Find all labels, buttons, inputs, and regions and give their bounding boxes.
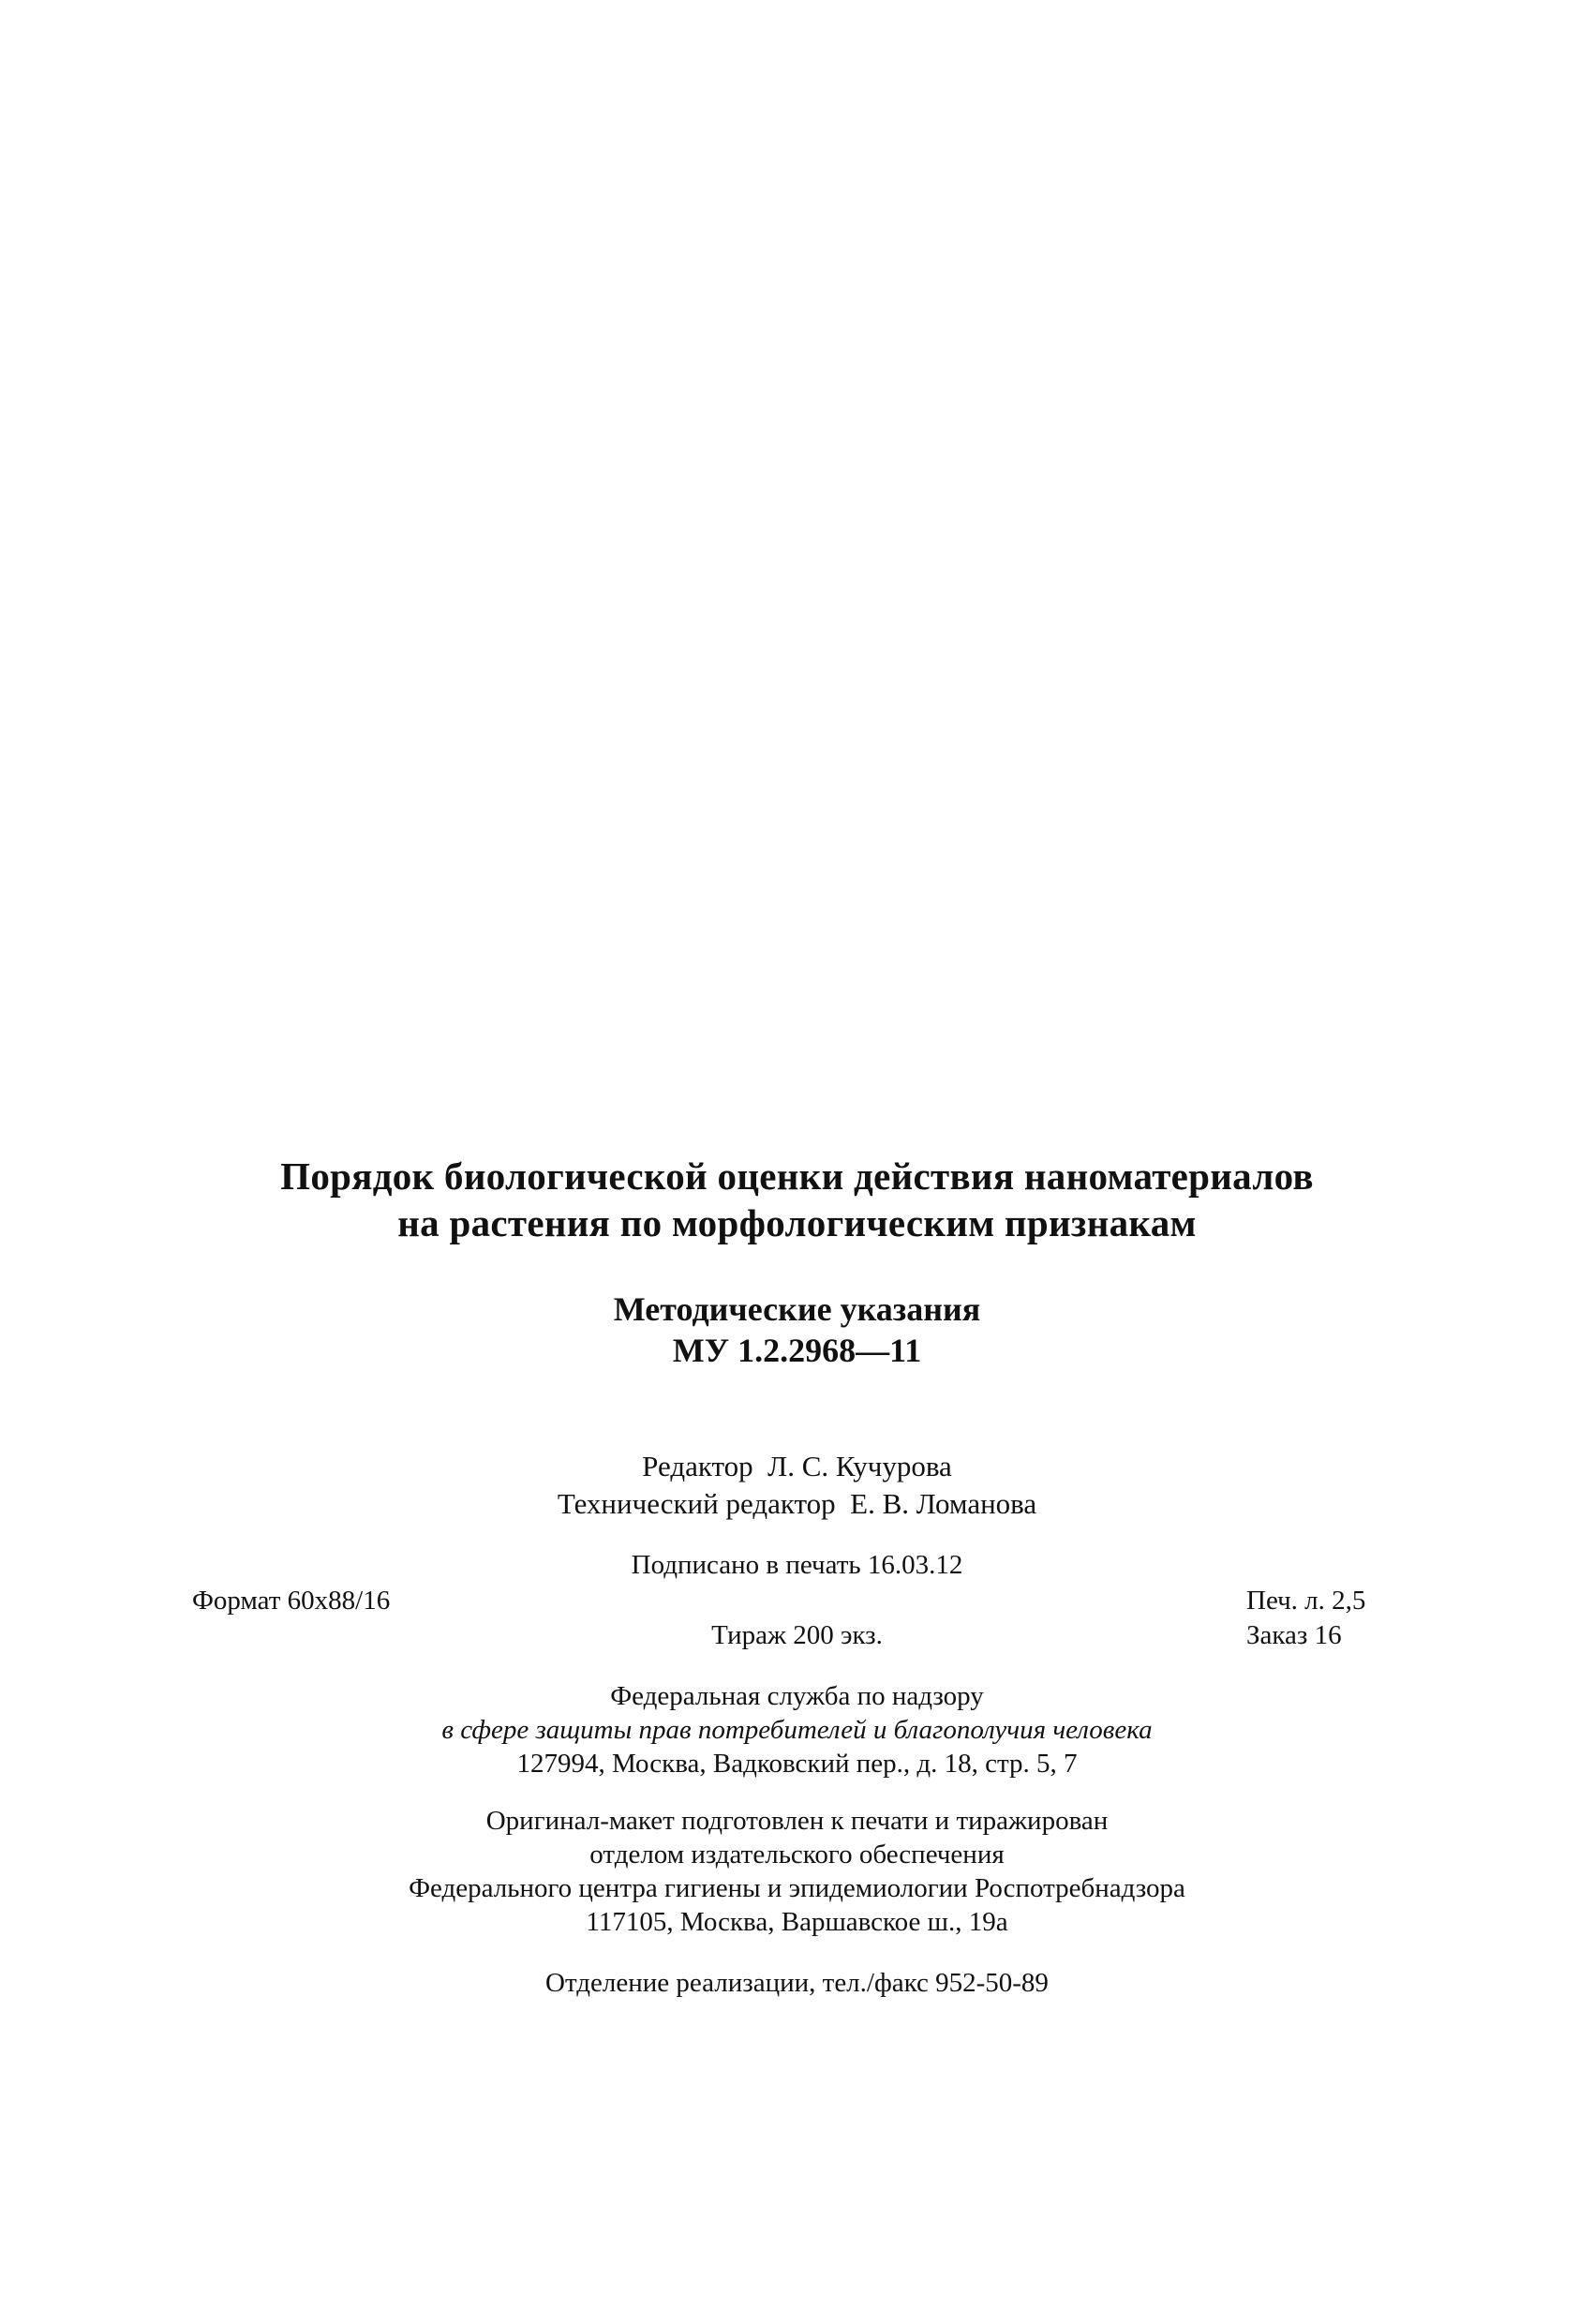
publisher-address: 117105, Москва, Варшавское ш., 19а — [586, 1907, 1008, 1937]
circulation: Тираж 200 экз. — [711, 1620, 883, 1650]
publisher-block — [0, 1804, 1594, 1939]
editors-block — [0, 1448, 1594, 1523]
title-line-2: на растения по морфологическим признакам — [397, 1201, 1197, 1244]
publisher-line-3: Федерального центра гигиены и эпидемиологии Роспотребнадзора — [409, 1873, 1185, 1903]
agency-block — [0, 1679, 1594, 1780]
subtitle-line-1: Методические указания — [613, 1290, 981, 1328]
sales-contact: Отделение реализации, тел./факс 952-50-89 — [545, 1968, 1049, 1998]
publisher-line-2: отделом издательского обеспечения — [589, 1840, 1005, 1870]
paper-format: Формат 60x88/16 — [192, 1586, 391, 1616]
document-code: МУ 1.2.2968—11 — [672, 1332, 922, 1369]
title-line-1: Порядок биологической оценки действия наноматериалов — [280, 1155, 1314, 1198]
publisher-line-1: Оригинал-макет подготовлен к печати и тиражирован — [485, 1806, 1109, 1836]
signed-for-print: Подписано в печать 16.03.12 — [631, 1550, 963, 1580]
agency-address: 127994, Москва, Вадковский пер., д. 18, стр. 5, 7 — [516, 1749, 1078, 1779]
document-subtitle — [0, 1289, 1594, 1371]
editor-name: Редактор Л. С. Кучурова — [642, 1450, 952, 1482]
order-number: Заказ 16 — [1246, 1620, 1342, 1650]
agency-line-1: Федеральная служба по надзору — [610, 1681, 984, 1711]
print-sheets: Печ. л. 2,5 — [1246, 1586, 1366, 1616]
technical-editor-name: Технический редактор Е. В. Ломанова — [557, 1487, 1037, 1520]
document-title — [0, 1153, 1594, 1246]
agency-line-2: в сфере защиты прав потребителей и благополучия человека — [441, 1715, 1153, 1745]
